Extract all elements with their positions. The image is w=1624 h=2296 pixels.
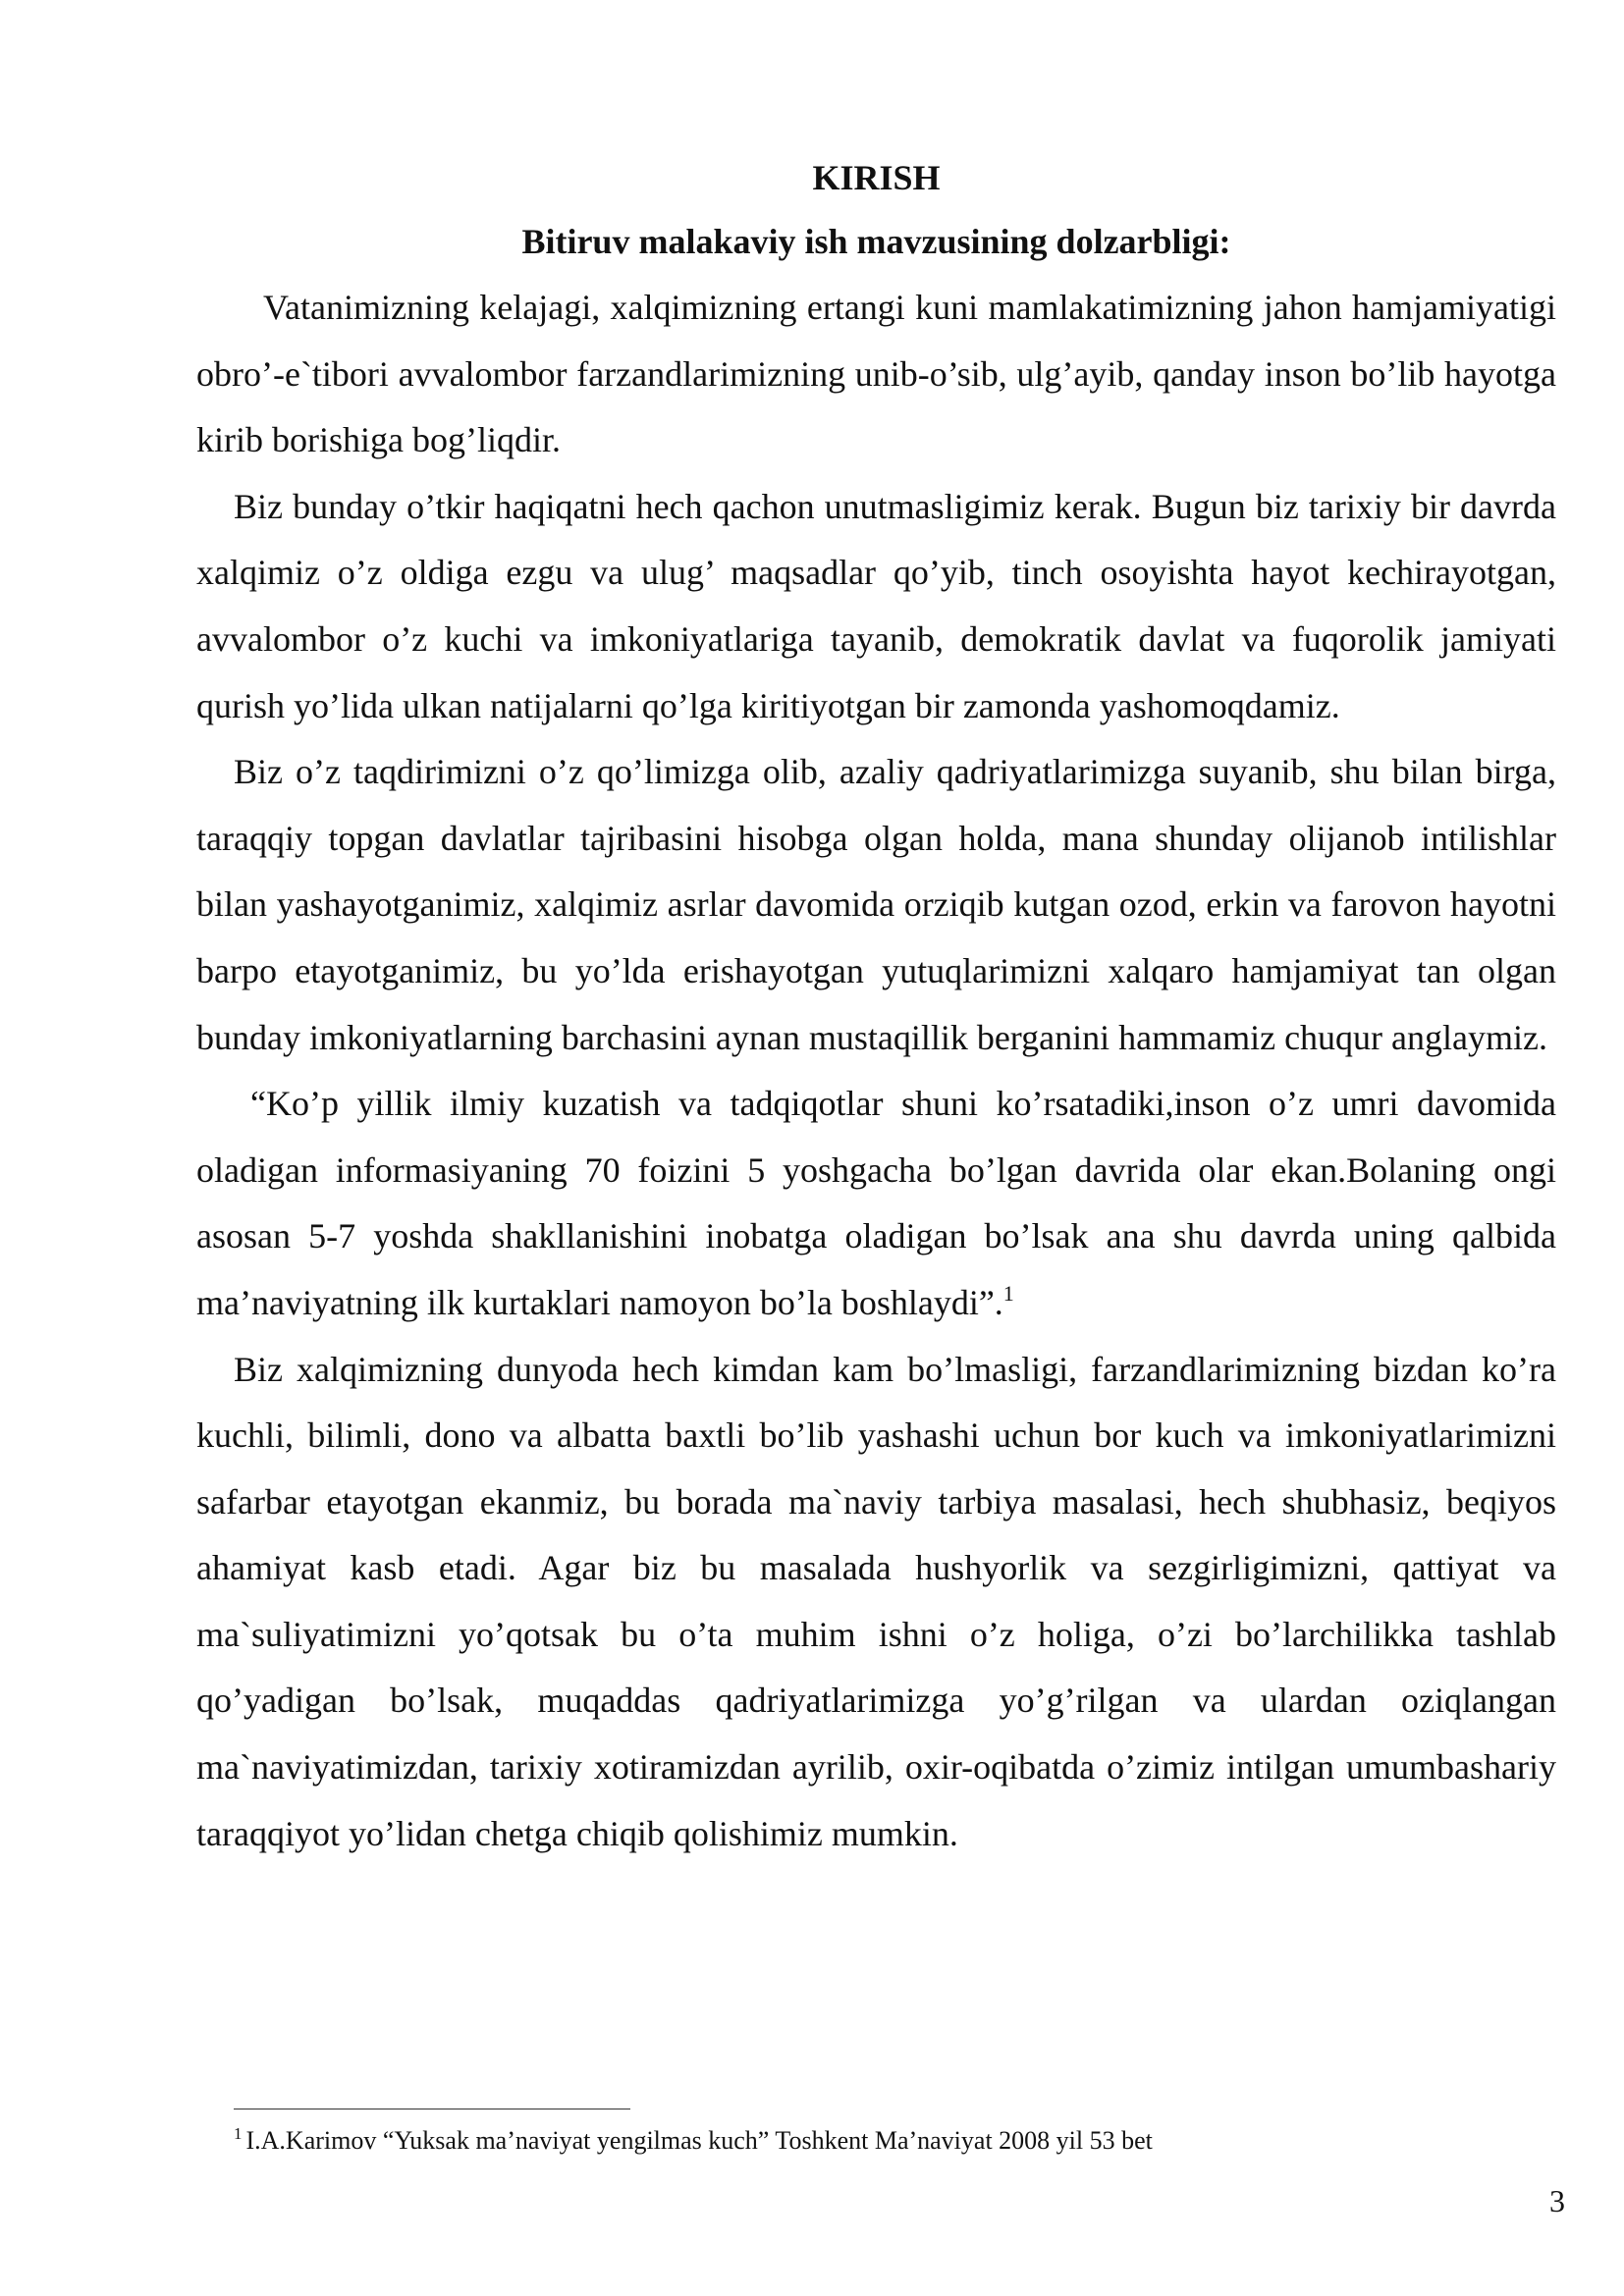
footnote-reference[interactable]: 1 xyxy=(1002,1280,1014,1306)
paragraph-4-quote xyxy=(196,1071,1556,1336)
quote-text: “Ko’p yillik ilmiy kuzatish va tadqiqotlar shuni ko’rsatadiki,inson o’z umri davomida oladigan informasiyaning 70 foizini 5 yoshgacha bo’lgan davrida olar ekan.Bolaning ongi asosan 5-7 yoshda shakllanishini inobatga oladigan bo’lsak ana shu davrda uning qalbida ma’naviyatning ilk kurtaklari namoyon bo’la boshlaydi”. xyxy=(196,1084,1556,1322)
paragraph-5: Biz xalqimizning dunyoda hech kimdan kam bo’lmasligi, farzandlarimizning bizdan ko’ra kuchli, bilimli, dono va albatta baxtli bo’lib yashashi uchun bor kuch va imkoniyatlarimizni safarbar etayotgan ekanmiz, bu borada ma`naviy tarbiya masalasi, hech shubhasiz, beqiyos ahamiyat kasb etadi. Agar biz bu masalada hushyorlik va sezgirligimizni, qattiyat va ma`suliyatimizni yo’qotsak bu o’ta muhim ishni o’z holiga, o’zi bo’larchilikka tashlab qo’yadigan bo’lsak, muqaddas qadriyatlarimizga yo’g’rilgan va ulardan oziqlangan ma`naviyatimizdan, tarixiy xotiramizdan ayrilib, oxir-oqibatda o’zimiz intilgan umumbashariy taraqqiyot yo’lidan chetga chiqib qolishimiz mumkin. xyxy=(196,1349,1556,1853)
paragraph-3: Biz o’z taqdirimizni o’z qo’limizga olib, azaliy qadriyatlarimizga suyanib, shu bilan birga, taraqqiy topgan davlatlar tajribasini hisobga olgan holda, mana shunday olijanob intilishlar bilan yashayotganimiz, xalqimiz asrlar davomida orziqib kutgan ozod, erkin va farovon hayotni barpo etayotganimiz, bu yo’lda erishayotgan yutuqlarimizni xalqaro hamjamiyat tan olgan bunday imkoniyatlarning barchasini aynan mustaqillik berganini hammamiz chuqur anglaymiz. xyxy=(196,752,1556,1057)
section-subtitle: Bitiruv malakaviy ish mavzusining dolzarbligi: xyxy=(521,222,1231,261)
footnote-text: I.A.Karimov “Yuksak ma’naviyat yengilmas kuch” Toshkent Ma’naviyat 2008 yil 53 bet xyxy=(245,2126,1153,2155)
page-title: KIRISH xyxy=(812,158,941,197)
page-body xyxy=(196,147,1556,1867)
paragraph-2: Biz bunday o’tkir haqiqatni hech qachon unutmasligimiz kerak. Bugun biz tarixiy bir davrda xalqimiz o’z oldiga ezgu va ulug’ maqsadlar qo’yib, tinch osoyishta hayot kechirayotgan, avvalombor o’z kuchi va imkoniyatlariga tayanib, demokratik davlat va fuqorolik jamiyati qurish yo’lida ulkan natijalarni qo’lga kiritiyotgan bir zamonda yashomoqdamiz. xyxy=(196,486,1556,725)
footnote xyxy=(234,2124,1153,2158)
page-number: 3 xyxy=(1549,2183,1565,2218)
footnote-marker: 1 xyxy=(234,2124,243,2143)
paragraph-1: Vatanimizning kelajagi, xalqimizning ertangi kuni mamlakatimizning jahon hamjamiyatigi obro’-e`tibori avvalombor farzandlarimizning unib-o’sib, ulg’ayib, qanday inson bo’lib hayotga kirib borishiga bog’liqdir. xyxy=(196,288,1556,460)
